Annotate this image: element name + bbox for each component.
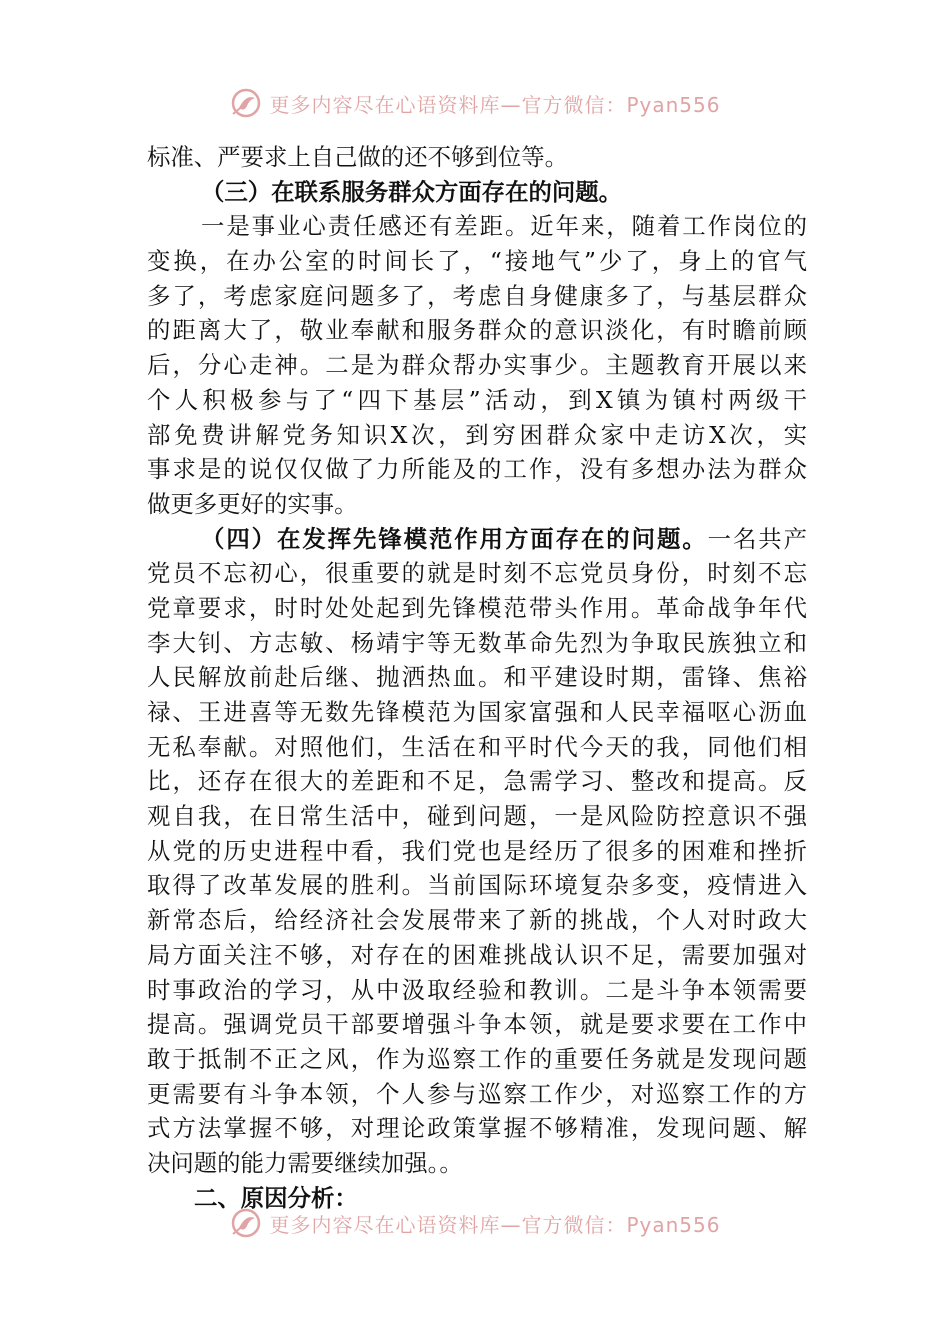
text-line: 敢于抵制不正之风，作为巡察工作的重要任务就是发现问题 <box>147 1044 807 1073</box>
text-line: 新常态后，给经济社会发展带来了新的挑战，个人对时政大 <box>147 906 807 935</box>
text-line: 部免费讲解党务知识X次，到穷困群众家中走访X次，实 <box>147 420 807 449</box>
text-line: 禄、王进喜等无数先锋模范为国家富强和人民幸福呕心沥血 <box>147 698 807 726</box>
text-line: 党员不忘初心，很重要的就是时刻不忘党员身份，时刻不忘 <box>147 559 807 588</box>
watermark-text: 更多内容尽在心语资料库—官方微信：Pyan556 <box>269 92 721 117</box>
watermark-text: 更多内容尽在心语资料库—官方微信：Pyan556 <box>269 1212 721 1237</box>
logo-icon <box>229 86 263 120</box>
text-line: 一是事业心责任感还有差距。近年来，随着工作岗位的 <box>201 212 807 241</box>
logo-icon <box>229 1206 263 1240</box>
section-heading-3: （三）在联系服务群众方面存在的问题。 <box>201 177 623 206</box>
text-line: 从党的历史进程中看，我们党也是经历了很多的困难和挫折 <box>147 836 807 865</box>
text-line: 提高。强调党员干部要增强斗争本领，就是要求要在工作中 <box>147 1010 807 1039</box>
text-line: 观自我，在日常生活中，碰到问题，一是风险防控意识不强 <box>147 802 807 831</box>
text-line: 后，分心走神。二是为群众帮办实事少。主题教育开展以来 <box>147 351 807 380</box>
text-line: 李大钊、方志敏、杨靖宇等无数革命先烈为争取民族独立和 <box>147 628 807 657</box>
text-line: 党章要求，时时处处起到先锋模范带头作用。革命战争年代 <box>147 593 807 622</box>
text-line: 个人积极参与了“四下基层”活动，到X镇为镇村两级干 <box>147 385 807 414</box>
watermark-header <box>0 86 950 120</box>
text-line: 取得了改革发展的胜利。当前国际环境复杂多变，疫情进入 <box>147 871 807 900</box>
text-line: 多了，考虑家庭问题多了，考虑自身健康多了，与基层群众 <box>147 281 807 310</box>
text-line: 式方法掌握不够，对理论政策掌握不够精准，发现问题、解 <box>147 1114 807 1143</box>
watermark-footer <box>0 1206 950 1240</box>
text-line: 做更多更好的实事。 <box>147 489 358 518</box>
section-heading-reasons: 二、原因分析： <box>194 1183 358 1212</box>
text-line: 标准、严要求上自己做的还不够到位等。 <box>147 143 569 171</box>
document-body <box>147 140 807 1215</box>
text-line: 人民解放前赴后继、抛洒热血。和平建设时期，雷锋、焦裕 <box>147 663 807 692</box>
text-line: 局方面关注不够，对存在的困难挑战认识不足，需要加强对 <box>147 940 807 969</box>
text-fragment: 一名共产 <box>707 524 807 553</box>
text-line <box>147 522 807 557</box>
text-line: 事求是的说仅仅做了力所能及的工作，没有多想办法为群众 <box>147 455 807 484</box>
text-line: 决问题的能力需要继续加强。。 <box>147 1148 463 1177</box>
text-line: 的距离大了，敬业奉献和服务群众的意识淡化，有时瞻前顾 <box>147 316 807 345</box>
text-line: 更需要有斗争本领，个人参与巡察工作少，对巡察工作的方 <box>147 1079 807 1108</box>
text-line: 时事政治的学习，从中汲取经验和教训。二是斗争本领需要 <box>147 975 807 1004</box>
section-heading-4: （四）在发挥先锋模范作用方面存在的问题。 <box>201 524 708 553</box>
text-line: 变换，在办公室的时间长了，“接地气”少了，身上的官气 <box>147 247 807 276</box>
text-line: 无私奉献。对照他们，生活在和平时代今天的我，同他们相 <box>147 732 807 761</box>
text-line: 比，还存在很大的差距和不足，急需学习、整改和提高。反 <box>147 767 807 796</box>
